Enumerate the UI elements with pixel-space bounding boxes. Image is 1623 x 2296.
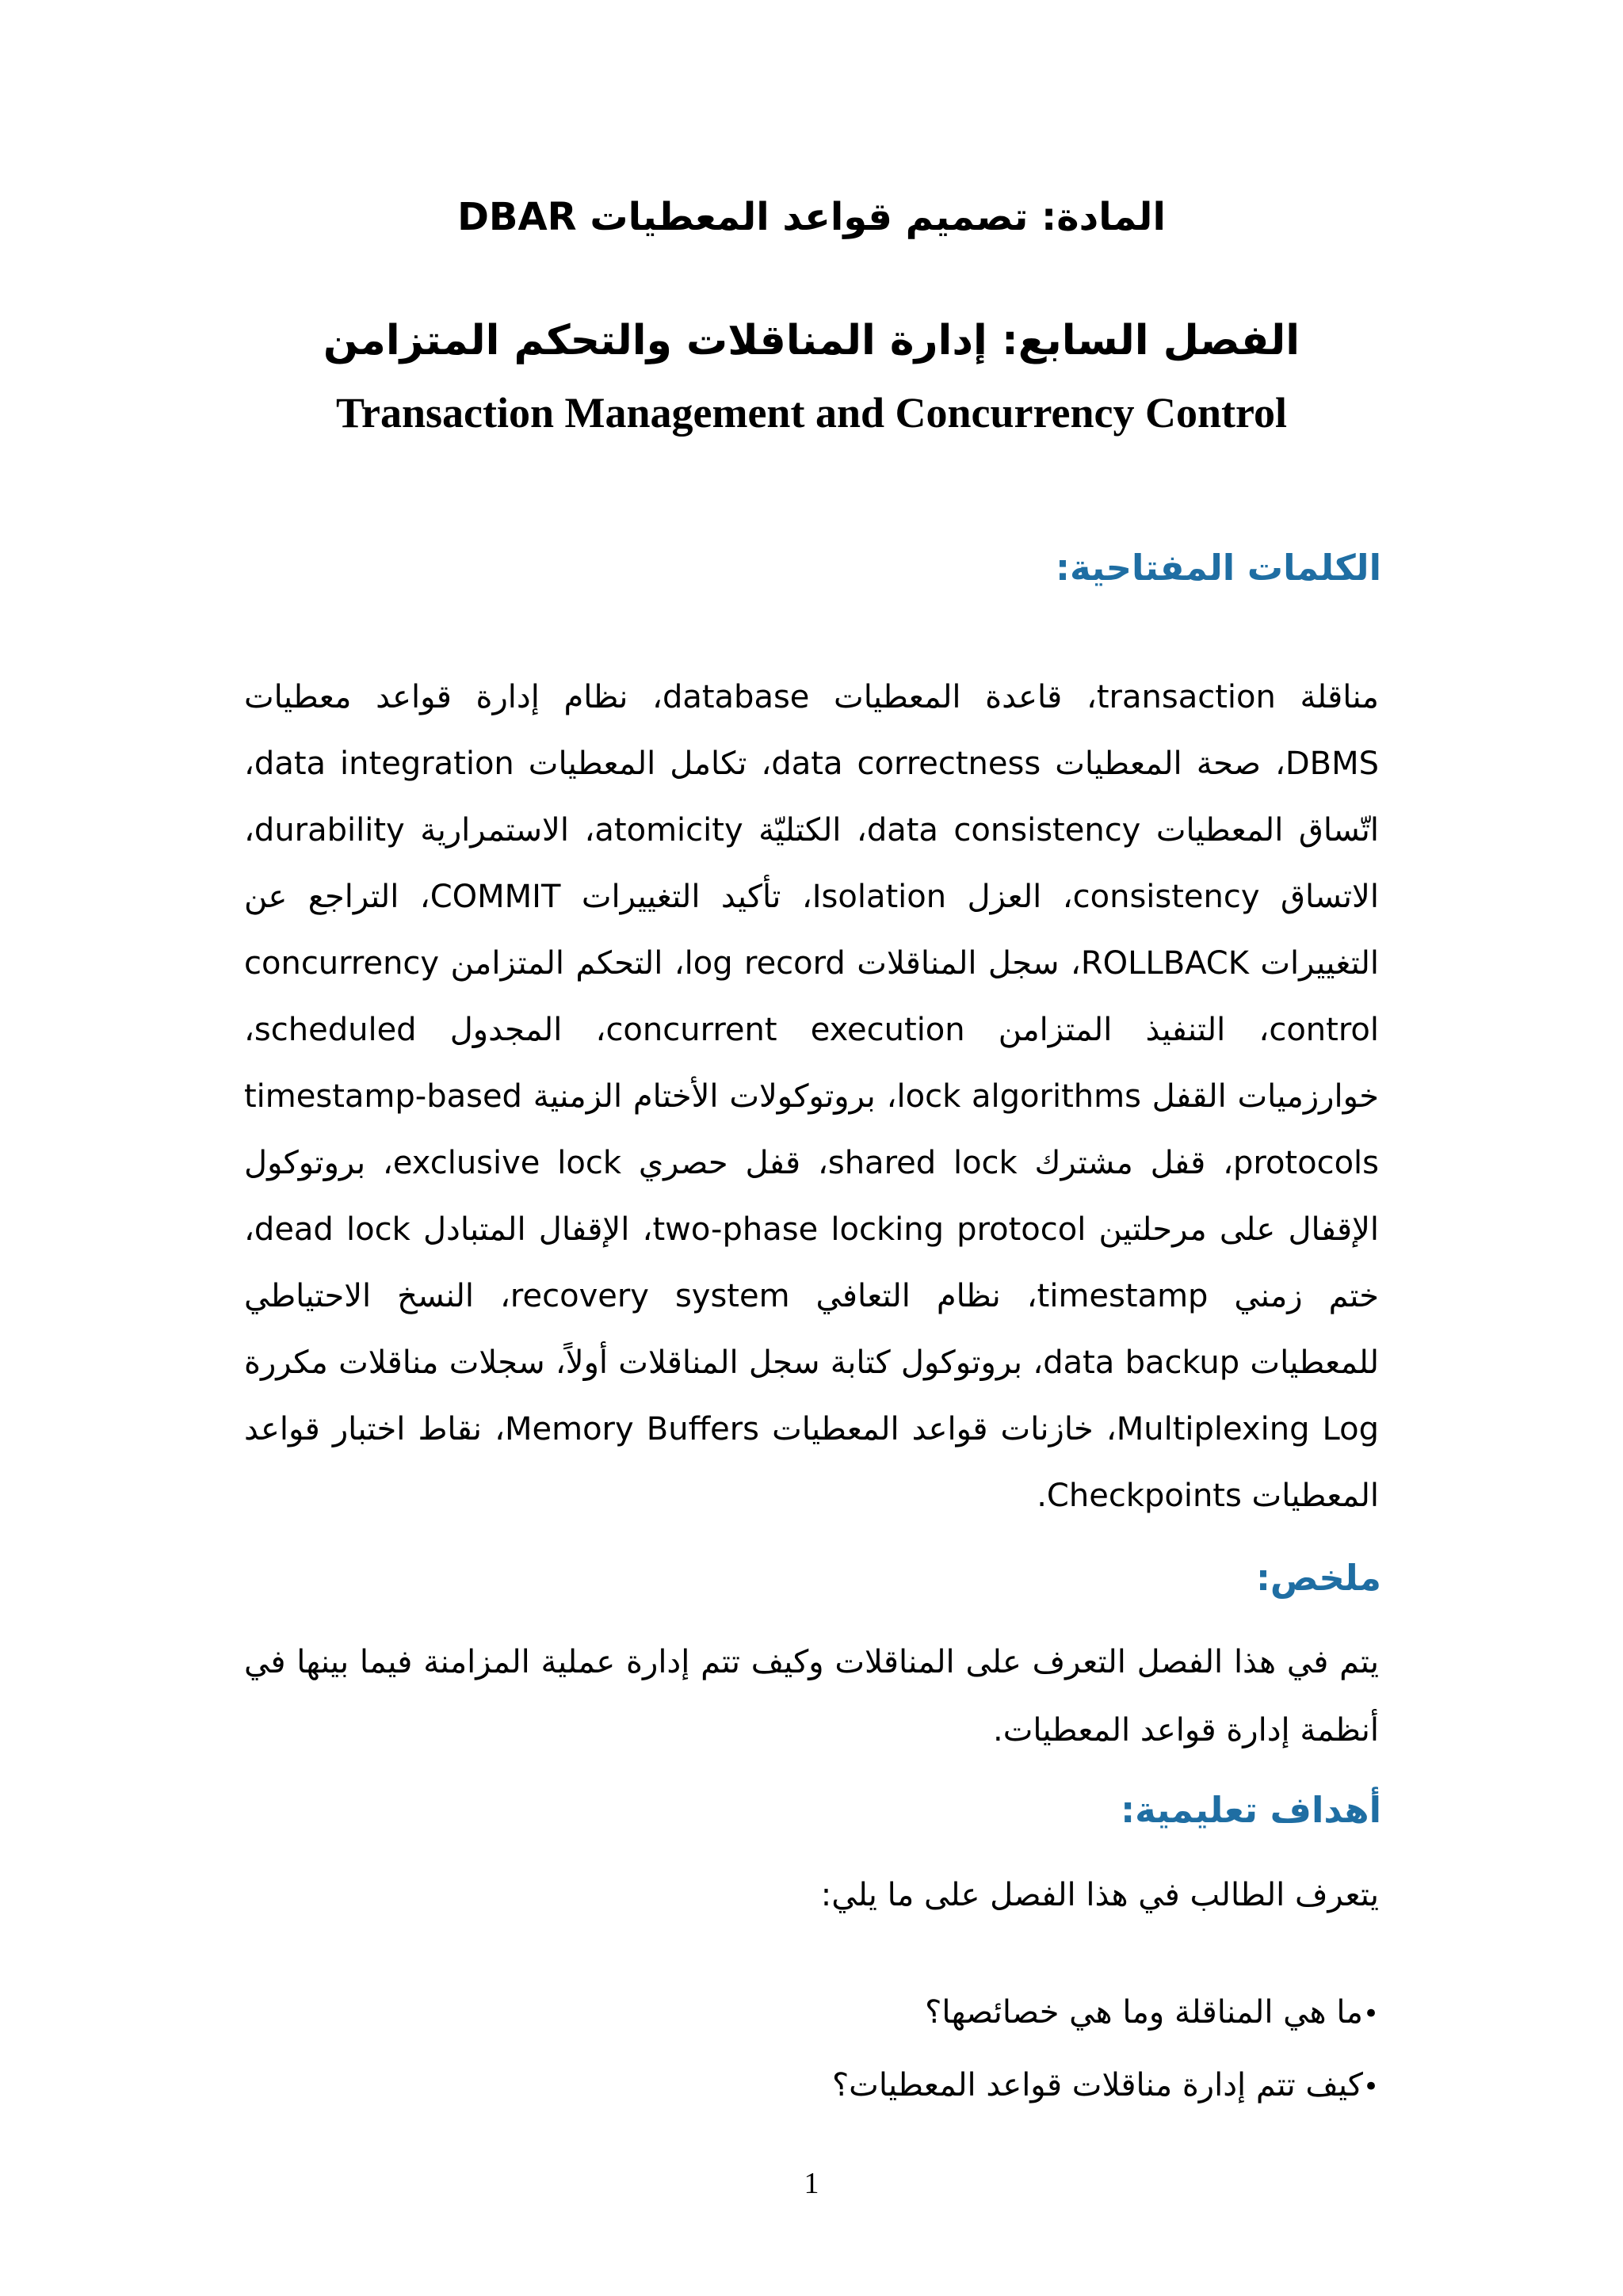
keywords-paragraph: مناقلة transaction، قاعدة المعطيات database، نظام إدارة قواعد معطيات DBMS، صحة المعطيات data correctness، تكامل المعطيات data integration، اتّساق المعطيات data consistency، الكتليّة atomicity، الاستمرارية durability، الاتساق consistency، العزل Isolation، تأكيد التغييرات COMMIT، التراجع عن التغييرات ROLLBACK، سجل المناقلات log record، التحكم المتزامن concurrency control، التنفيذ المتزامن concurrent execution، المجدول scheduled، خوارزميات القفل lock algorithms، بروتوكولات الأختام الزمنية timestamp-based protocols، قفل مشترك shared lock، قفل حصري exclusive lock، بروتوكول الإقفال على مرحلتين two-phase locking protocol، الإقفال المتبادل dead lock، ختم زمني timestamp، نظام التعافي recovery system، النسخ الاحتياطي للمعطيات data backup، بروتوكول كتابة سجل المناقلات أولاً، سجلات مناقلات مكررة Multiplexing Log، خازنات قواعد المعطيات Memory Buffers، نقاط اختبار قواعد المعطيات Checkpoints. xyxy=(244,679,1380,1514)
objectives-intro: يتعرف الطالب في هذا الفصل على ما يلي: xyxy=(820,1877,1379,1913)
list-item xyxy=(832,2050,1379,2122)
summary-heading: ملخص: xyxy=(1255,1557,1381,1599)
keywords-heading: الكلمات المفتاحية: xyxy=(1055,547,1381,589)
bullet-icon: • xyxy=(1362,2071,1379,2103)
objective-text: ما هي المناقلة وما هي خصائصها؟ xyxy=(925,1994,1363,2031)
course-title: المادة: تصميم قواعد المعطيات DBAR xyxy=(457,195,1166,239)
page-number: 1 xyxy=(804,2167,819,2200)
objectives-heading: أهداف تعليمية: xyxy=(1121,1789,1381,1831)
list-item xyxy=(832,1977,1379,2050)
objective-text: كيف تتم إدارة مناقلات قواعد المعطيات؟ xyxy=(831,2067,1363,2103)
summary-paragraph: يتم في هذا الفصل التعرف على المناقلات وكيف تتم إدارة عملية المزامنة فيما بينها في أنظمة إدارة قواعد المعطيات. xyxy=(244,1644,1379,1749)
chapter-title-english: Transaction Management and Concurrency Control xyxy=(336,389,1287,437)
chapter-title-arabic: الفصل السابع: إدارة المناقلات والتحكم المتزامن xyxy=(323,317,1300,364)
bullet-icon: • xyxy=(1362,1998,1379,2030)
objectives-list xyxy=(832,1977,1379,2122)
